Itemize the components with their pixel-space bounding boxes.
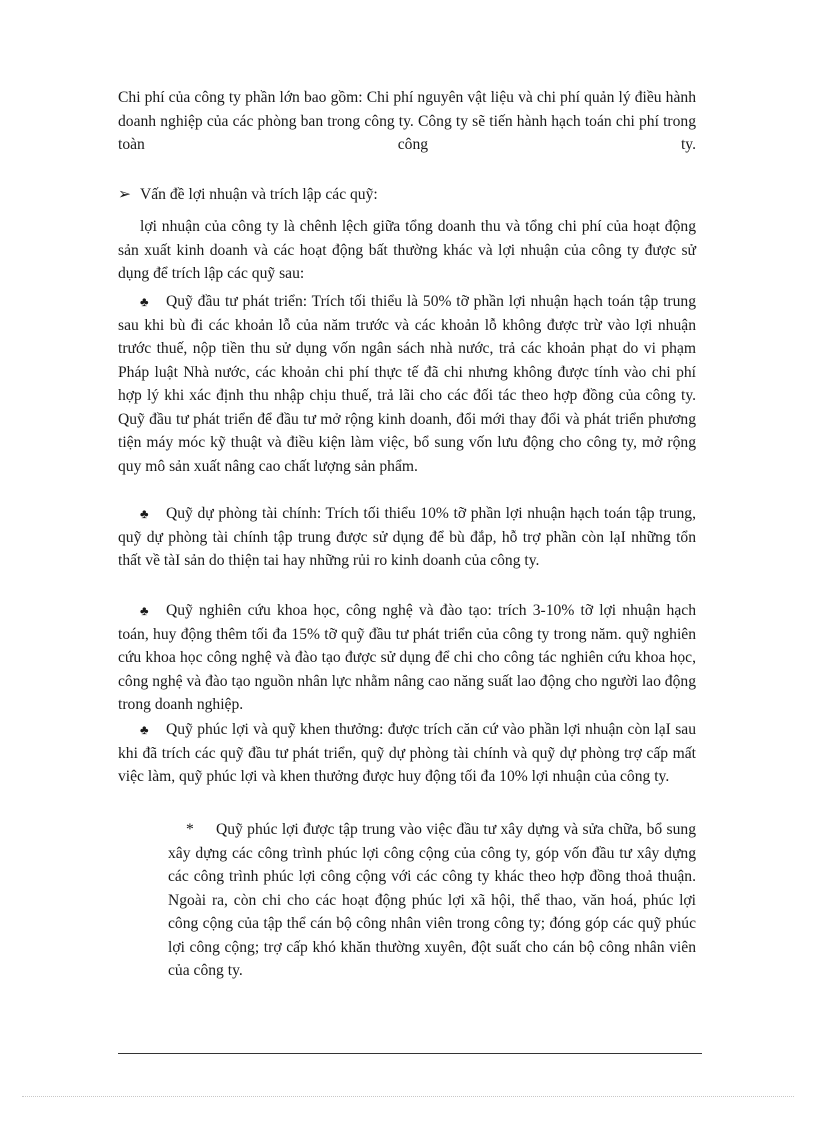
- club-bullet-icon: ♣: [140, 294, 149, 309]
- welfare-text: Quỹ phúc lợi được tập trung vào việc đầu tư xây dựng và sửa chữa, bổ sung xây dựng các công trình phúc lợi công cộng của công ty, góp vốn đầu tư xây dựng các công trình phúc lợi công cộng với các công ty khác theo hợp đồng thoả thuận. Ngoài ra, còn chi cho các hoạt động phúc lợi xã hội, thể thao, văn hoá, phúc lợi công cộng của tập thể cán bộ công nhân viên trong công ty; đóng góp các quỹ phúc lợi công cộng; trợ cấp khó khăn thường xuyên, đột suất cho cán bộ công nhân viên của công ty.: [168, 821, 696, 979]
- fund-item-text: Quỹ dự phòng tài chính: Trích tối thiểu 10% tỡ phần lợi nhuận hạch toán tập trung, quỹ dự phòng tài chính tập trung được sử dụng để bù đắp, hỗ trợ phần còn lạI những tổn thất về tàI sản do thiện tai hay những rủi ro kinh doanh của công ty.: [118, 505, 696, 569]
- fund-item-research: [118, 599, 696, 717]
- arrow-bullet-icon: ➢: [118, 186, 132, 203]
- paragraph-welfare-fund: [168, 818, 696, 983]
- fund-item-text: Quỹ phúc lợi và quỹ khen thưởng: được trích căn cứ vào phần lợi nhuận còn lạI sau khi đã trích các quỹ đầu tư phát triển, quỹ dự phòng tài chính và quỹ dự phòng trợ cấp mất việc làm, quỹ phúc lợi và khen thưởng được huy động tối đa 10% lợi nhuận của công ty.: [118, 721, 696, 785]
- paragraph-profit-intro: lợi nhuận của công ty là chênh lệch giữa tổng doanh thu và tổng chi phí của hoạt động sản xuất kinh doanh và các hoạt động bất thường khác và lợi nhuận của công ty được sử dụng để trích lập các quỹ sau:: [118, 218, 696, 282]
- fund-item-reserve: [118, 502, 696, 573]
- heading-text: Vấn đề lợi nhuận và trích lập các quỹ:: [140, 186, 378, 203]
- fund-item-text: Quỹ nghiên cứu khoa học, công nghệ và đào tạo: trích 3-10% tỡ lợi nhuận hạch toán, huy động thêm tối đa 15% tỡ quỹ đầu tư phát triển của công ty trong năm. quỹ nghiên cứu khoa học công nghệ và đào tạo được sử dụng để chi cho công tác nghiên cứu khoa học, công nghệ và đào tạo nguồn nhân lực nhằm nâng cao năng suất lao động cho người lao động trong doanh nghiệp.: [118, 602, 696, 713]
- paragraph-costs: Chi phí của công ty phần lớn bao gồm: Chi phí nguyên vật liệu và chi phí quản lý điều hành doanh nghiệp của các phòng ban trong công ty. Công ty sẽ tiến hành hạch toán chi phí trong toàn công ty.: [118, 89, 696, 153]
- club-bullet-icon: ♣: [140, 506, 149, 521]
- fund-item-investment: [118, 290, 696, 478]
- heading-profit-and-funds: [118, 183, 696, 207]
- page-bottom-dotted-line: [22, 1096, 794, 1097]
- fund-item-welfare-reward: [118, 718, 696, 789]
- club-bullet-icon: ♣: [140, 603, 149, 618]
- fund-item-text: Quỹ đầu tư phát triển: Trích tối thiểu là 50% tỡ phần lợi nhuận hạch toán tập trung sau khi bù đi các khoản lỗ của năm trước và các khoản lỗ không được trừ vào lợi nhuận trước thuế, nộp tiền thu sử dụng vốn ngân sách nhà nước, trả các khoản phạt do vi phạm Pháp luật Nhà nước, các khoản chi phí thực tế đã chi nhưng không được tính vào chi phí hợp lý khi xác định thu nhập chịu thuế, trả lãi cho các đối tác theo hợp đồng của công ty. Quỹ đầu tư phát triển để đầu tư mở rộng kinh doanh, đổi mới thay đổi và phát triển phương tiện máy móc kỹ thuật và điều kiện làm việc, bổ sung vốn lưu động cho công ty, mở rộng quy mô sản xuất nâng cao chất lượng sản phẩm.: [118, 293, 696, 475]
- club-bullet-icon: ♣: [140, 722, 149, 737]
- footer-rule: [118, 1053, 702, 1054]
- asterisk-bullet-icon: *: [186, 821, 194, 838]
